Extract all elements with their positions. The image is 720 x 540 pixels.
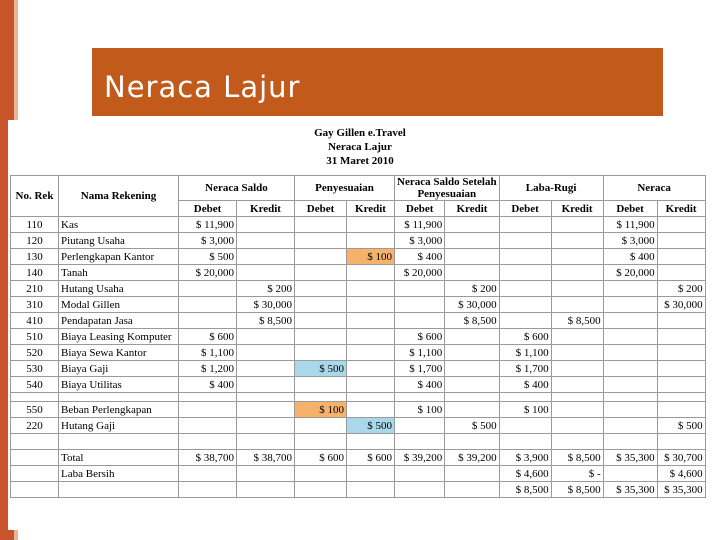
total-lr-debet: $ 3,900 [499, 450, 551, 466]
cell-nss-d: $ 20,000 [395, 265, 445, 281]
cell-nss-d: $ 400 [395, 249, 445, 265]
cell-nss-k [445, 345, 499, 361]
group-penyesuaian: Penyesuaian [295, 176, 395, 201]
cell-lr-k [551, 418, 603, 434]
cell-ns-k [237, 249, 295, 265]
cell-no: 110 [11, 217, 59, 233]
total-lr-kredit: $ 8,500 [551, 450, 603, 466]
worksheet-table [10, 175, 706, 498]
cell-lr-d: $ 100 [499, 402, 551, 418]
cell-nss-k [445, 233, 499, 249]
cell-lr-k [551, 297, 603, 313]
worksheet-image [8, 120, 712, 530]
account-row [11, 217, 706, 233]
worksheet-header [8, 120, 712, 168]
spacer-row [11, 434, 706, 450]
cell-nss-k: $ 30,000 [445, 297, 499, 313]
cell-n-k: $ 30,000 [657, 297, 705, 313]
cell-lr-d: $ 1,100 [499, 345, 551, 361]
spacer-row [11, 393, 706, 402]
cell-no: 120 [11, 233, 59, 249]
cell-p-k: $ 100 [347, 249, 395, 265]
group-laba-rugi: Laba-Rugi [499, 176, 603, 201]
cell-lr-d [499, 217, 551, 233]
cell-ns-k [237, 265, 295, 281]
cell-lr-d [499, 418, 551, 434]
group-nss [395, 176, 500, 201]
cell-no: 220 [11, 418, 59, 434]
cell-ns-d: $ 3,000 [179, 233, 237, 249]
total-row [11, 450, 706, 466]
cell-p-k: $ 500 [347, 418, 395, 434]
cell-lr-d [499, 249, 551, 265]
cell-name: Biaya Gaji [59, 361, 179, 377]
worksheet-name: Neraca Lajur [328, 141, 392, 153]
cell-p-k [347, 233, 395, 249]
final-n-debet: $ 35,300 [603, 482, 657, 498]
cell-n-d [603, 361, 657, 377]
laba-lr-kredit: $ - [551, 466, 603, 482]
cell-p-k [347, 345, 395, 361]
cell-n-d [603, 377, 657, 393]
account-row [11, 402, 706, 418]
cell-ns-d: $ 1,100 [179, 345, 237, 361]
total-n-debet: $ 35,300 [603, 450, 657, 466]
col-debet: Debet [295, 201, 347, 217]
cell-lr-d: $ 600 [499, 329, 551, 345]
cell-p-k [347, 265, 395, 281]
cell-p-d [295, 313, 347, 329]
cell-n-k: $ 200 [657, 281, 705, 297]
cell-n-d: $ 400 [603, 249, 657, 265]
cell-ns-d [179, 313, 237, 329]
account-row [11, 249, 706, 265]
cell-lr-k: $ 8,500 [551, 313, 603, 329]
cell-lr-k [551, 265, 603, 281]
cell-name: Modal Gillen [59, 297, 179, 313]
cell-no: 410 [11, 313, 59, 329]
cell-nss-k: $ 500 [445, 418, 499, 434]
cell-n-k [657, 249, 705, 265]
slide-title-bar [92, 48, 663, 116]
cell-no: 310 [11, 297, 59, 313]
col-debet: Debet [603, 201, 657, 217]
cell-p-d [295, 281, 347, 297]
cell-n-d: $ 3,000 [603, 233, 657, 249]
cell-lr-k [551, 402, 603, 418]
total-label: Total [59, 450, 179, 466]
cell-nss-d: $ 600 [395, 329, 445, 345]
cell-n-k [657, 345, 705, 361]
account-row [11, 345, 706, 361]
cell-lr-k [551, 249, 603, 265]
cell-p-d [295, 345, 347, 361]
col-debet: Debet [499, 201, 551, 217]
cell-no: 140 [11, 265, 59, 281]
total-p-debet: $ 600 [295, 450, 347, 466]
cell-name: Biaya Leasing Komputer [59, 329, 179, 345]
cell-ns-d: $ 400 [179, 377, 237, 393]
cell-lr-d [499, 281, 551, 297]
cell-nss-k: $ 8,500 [445, 313, 499, 329]
cell-p-k [347, 402, 395, 418]
cell-nss-d: $ 400 [395, 377, 445, 393]
cell-p-d [295, 217, 347, 233]
slide-title: Neraca Lajur [104, 70, 301, 104]
cell-no: 540 [11, 377, 59, 393]
cell-ns-k [237, 418, 295, 434]
cell-p-k [347, 217, 395, 233]
col-no-rek: No. Rek [11, 176, 59, 217]
cell-n-d [603, 345, 657, 361]
laba-bersih-row [11, 466, 706, 482]
cell-p-d [295, 377, 347, 393]
cell-nss-d: $ 11,900 [395, 217, 445, 233]
final-n-kredit: $ 35,300 [657, 482, 705, 498]
account-row [11, 297, 706, 313]
cell-ns-d: $ 11,900 [179, 217, 237, 233]
cell-name: Beban Perlengkapan [59, 402, 179, 418]
cell-p-d [295, 329, 347, 345]
company-name: Gay Gillen e.Travel [314, 127, 406, 139]
cell-nss-k [445, 402, 499, 418]
cell-n-k [657, 233, 705, 249]
cell-p-k [347, 281, 395, 297]
col-kredit: Kredit [445, 201, 499, 217]
cell-ns-k: $ 200 [237, 281, 295, 297]
cell-ns-d [179, 418, 237, 434]
cell-nss-d: $ 1,100 [395, 345, 445, 361]
cell-ns-d [179, 281, 237, 297]
laba-n-debet [603, 466, 657, 482]
cell-n-k [657, 217, 705, 233]
cell-n-k: $ 500 [657, 418, 705, 434]
cell-lr-d [499, 233, 551, 249]
worksheet-date: 31 Maret 2010 [326, 155, 394, 167]
cell-p-d [295, 418, 347, 434]
cell-no: 530 [11, 361, 59, 377]
account-row [11, 377, 706, 393]
cell-p-d [295, 297, 347, 313]
cell-lr-k [551, 361, 603, 377]
cell-no: 510 [11, 329, 59, 345]
cell-ns-k [237, 217, 295, 233]
cell-p-d: $ 500 [295, 361, 347, 377]
total-nss-kredit: $ 39,200 [445, 450, 499, 466]
cell-n-k [657, 377, 705, 393]
total-ns-kredit: $ 38,700 [237, 450, 295, 466]
final-lr-kredit: $ 8,500 [551, 482, 603, 498]
laba-n-kredit: $ 4,600 [657, 466, 705, 482]
total-p-kredit: $ 600 [347, 450, 395, 466]
cell-lr-k [551, 329, 603, 345]
laba-lr-debet: $ 4,600 [499, 466, 551, 482]
group-nss-line1: Neraca Saldo Setelah [397, 176, 497, 188]
col-kredit: Kredit [551, 201, 603, 217]
cell-lr-k [551, 217, 603, 233]
final-total-row [11, 482, 706, 498]
cell-no: 130 [11, 249, 59, 265]
cell-nss-d: $ 3,000 [395, 233, 445, 249]
col-kredit: Kredit [347, 201, 395, 217]
col-nama-rekening: Nama Rekening [59, 176, 179, 217]
cell-nss-d [395, 297, 445, 313]
cell-ns-k: $ 8,500 [237, 313, 295, 329]
cell-lr-k [551, 377, 603, 393]
cell-n-d [603, 329, 657, 345]
cell-p-d [295, 249, 347, 265]
cell-nss-d: $ 1,700 [395, 361, 445, 377]
cell-nss-d [395, 281, 445, 297]
cell-lr-d [499, 313, 551, 329]
cell-ns-k [237, 402, 295, 418]
cell-lr-k [551, 281, 603, 297]
cell-n-k [657, 361, 705, 377]
cell-name: Piutang Usaha [59, 233, 179, 249]
cell-lr-d: $ 400 [499, 377, 551, 393]
cell-n-k [657, 329, 705, 345]
cell-no: 550 [11, 402, 59, 418]
cell-ns-d: $ 1,200 [179, 361, 237, 377]
final-lr-debet: $ 8,500 [499, 482, 551, 498]
cell-lr-d: $ 1,700 [499, 361, 551, 377]
cell-p-k [347, 313, 395, 329]
cell-p-k [347, 361, 395, 377]
cell-n-d [603, 281, 657, 297]
cell-nss-k [445, 249, 499, 265]
total-n-kredit: $ 30,700 [657, 450, 705, 466]
account-row [11, 281, 706, 297]
cell-no: 520 [11, 345, 59, 361]
cell-n-k [657, 265, 705, 281]
cell-p-k [347, 377, 395, 393]
cell-n-d [603, 297, 657, 313]
cell-name: Tanah [59, 265, 179, 281]
cell-name: Hutang Usaha [59, 281, 179, 297]
cell-ns-d: $ 20,000 [179, 265, 237, 281]
cell-lr-d [499, 265, 551, 281]
cell-nss-k [445, 377, 499, 393]
cell-name: Biaya Sewa Kantor [59, 345, 179, 361]
cell-n-k [657, 313, 705, 329]
cell-ns-d: $ 500 [179, 249, 237, 265]
cell-name: Pendapatan Jasa [59, 313, 179, 329]
cell-n-k [657, 402, 705, 418]
cell-nss-k [445, 217, 499, 233]
cell-n-d [603, 402, 657, 418]
cell-p-k [347, 329, 395, 345]
cell-name: Perlengkapan Kantor [59, 249, 179, 265]
cell-n-d: $ 11,900 [603, 217, 657, 233]
col-kredit: Kredit [657, 201, 705, 217]
group-nss-line2: Penyesuaian [417, 188, 477, 200]
cell-lr-d [499, 297, 551, 313]
cell-nss-k: $ 200 [445, 281, 499, 297]
cell-ns-k [237, 377, 295, 393]
cell-nss-d [395, 418, 445, 434]
cell-nss-d [395, 313, 445, 329]
cell-ns-k [237, 345, 295, 361]
account-row [11, 265, 706, 281]
cell-ns-d: $ 600 [179, 329, 237, 345]
total-nss-debet: $ 39,200 [395, 450, 445, 466]
cell-nss-d: $ 100 [395, 402, 445, 418]
group-neraca: Neraca [603, 176, 705, 201]
laba-bersih-label: Laba Bersih [59, 466, 179, 482]
cell-nss-k [445, 329, 499, 345]
cell-ns-d [179, 402, 237, 418]
col-kredit: Kredit [237, 201, 295, 217]
cell-p-d [295, 233, 347, 249]
cell-ns-d [179, 297, 237, 313]
cell-nss-k [445, 265, 499, 281]
cell-ns-k: $ 30,000 [237, 297, 295, 313]
cell-name: Kas [59, 217, 179, 233]
cell-lr-k [551, 345, 603, 361]
cell-no: 210 [11, 281, 59, 297]
cell-p-k [347, 297, 395, 313]
cell-ns-k [237, 361, 295, 377]
cell-n-d [603, 418, 657, 434]
account-row [11, 313, 706, 329]
cell-p-d: $ 100 [295, 402, 347, 418]
cell-nss-k [445, 361, 499, 377]
total-ns-debet: $ 38,700 [179, 450, 237, 466]
cell-name: Hutang Gaji [59, 418, 179, 434]
account-row [11, 329, 706, 345]
cell-name: Biaya Utilitas [59, 377, 179, 393]
cell-p-d [295, 265, 347, 281]
account-row [11, 418, 706, 434]
cell-lr-k [551, 233, 603, 249]
col-debet: Debet [179, 201, 237, 217]
cell-ns-k [237, 233, 295, 249]
account-row [11, 233, 706, 249]
account-row [11, 361, 706, 377]
group-neraca-saldo: Neraca Saldo [179, 176, 295, 201]
col-debet: Debet [395, 201, 445, 217]
cell-ns-k [237, 329, 295, 345]
cell-n-d [603, 313, 657, 329]
cell-n-d: $ 20,000 [603, 265, 657, 281]
